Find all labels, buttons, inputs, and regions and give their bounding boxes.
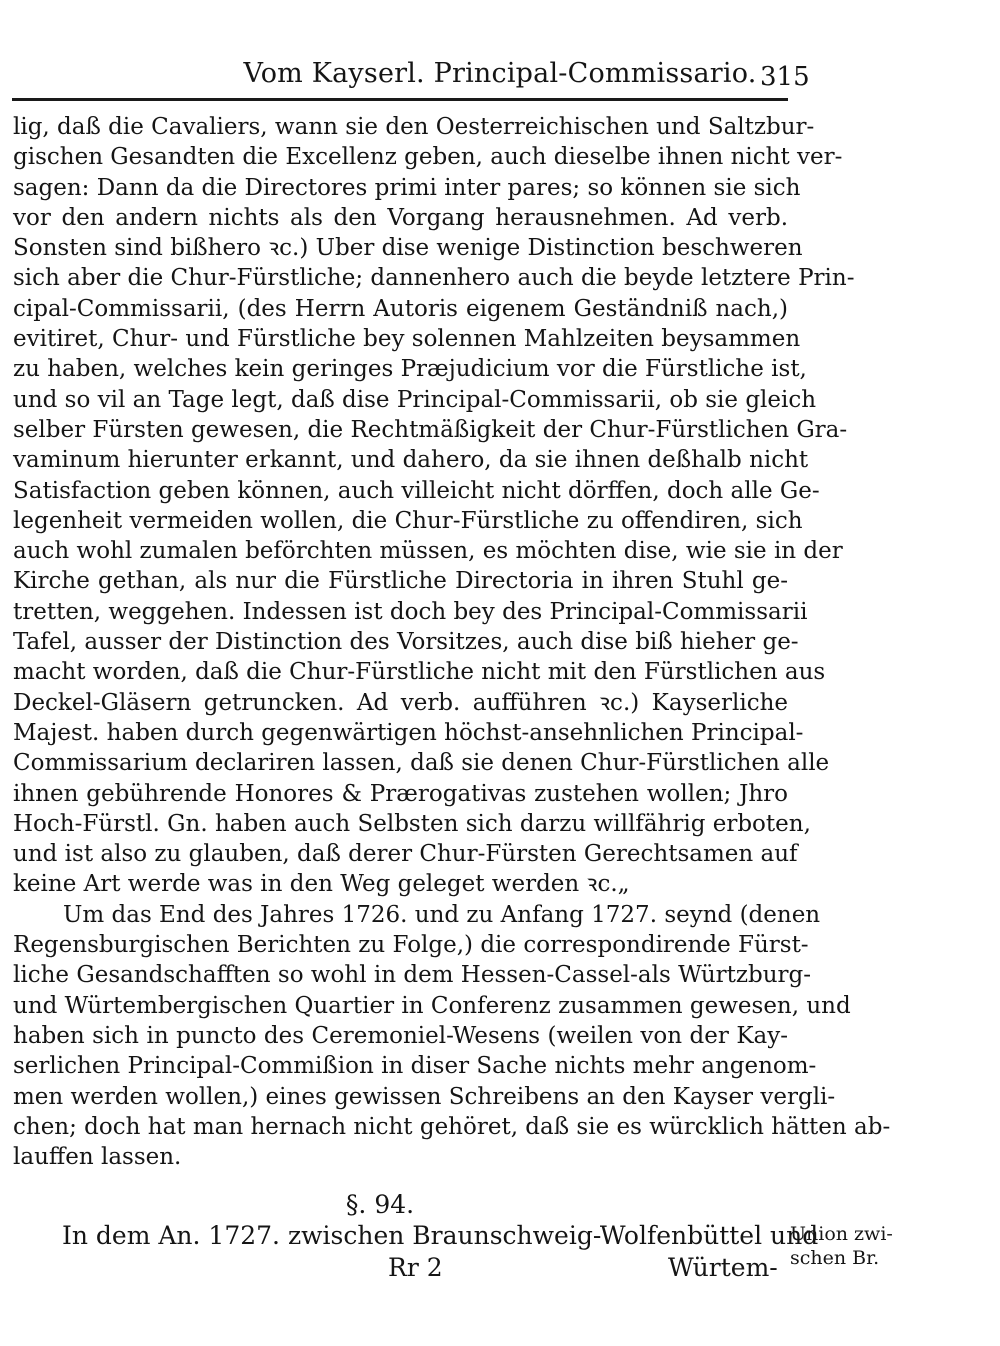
text-line: Majest. haben durch gegenwärtigen höchst-ansehnlichen Principal-: [13, 719, 804, 746]
signature-mark: Rr 2: [388, 1253, 443, 1282]
text-line: Sonsten sind bißhero ꝛc.) Uber dise wenige Distinction beschweren: [13, 235, 803, 262]
text-line: lauffen lassen.: [13, 1144, 182, 1171]
margin-note: [790, 1222, 900, 1270]
body-text: [13, 112, 891, 1172]
text-line: sagen: Dann da die Directores primi inter pares; so können sie sich: [13, 174, 801, 201]
text-line: zu haben, welches kein geringes Præjudicium vor die Fürstliche ist,: [13, 356, 807, 383]
text-line: vaminum hierunter erkannt, und dahero, da sie ihnen deßhalb nicht: [13, 447, 809, 474]
text-line: Deckel-Gläsern getruncken. Ad verb. aufführen ꝛc.) Kayserliche: [13, 689, 788, 716]
text-line: auch wohl zumalen beförchten müssen, es möchten dise, wie sie in der: [13, 538, 843, 565]
text-line: evitiret, Chur- und Fürstliche bey solennen Mahlzeiten beysammen: [13, 326, 801, 353]
margin-note-line: Union zwi-: [790, 1223, 893, 1245]
text-line: ihnen gebührende Honores & Prærogativas zustehen wollen; Jhro: [13, 780, 788, 807]
text-line: legenheit vermeiden wollen, die Chur-Fürstliche zu offendiren, sich: [13, 507, 803, 534]
section-number: §. 94.: [345, 1190, 415, 1219]
text-line: selber Fürsten gewesen, die Rechtmäßigkeit der Chur-Fürstlichen Gra-: [13, 416, 848, 443]
text-line: Kirche gethan, als nur die Fürstliche Directoria in ihren Stuhl ge-: [13, 568, 788, 595]
text-line: chen; doch hat man hernach nicht gehöret, daß sie es würcklich hätten ab-: [13, 1113, 891, 1140]
paragraph-start: Um das End des Jahres 1726. und zu Anfang 1727. seynd (denen: [63, 901, 821, 928]
catchword: Würtem-: [668, 1253, 778, 1282]
text-line: Tafel, ausser der Distinction des Vorsitzes, auch dise biß hieher ge-: [13, 629, 799, 656]
text-line: und ist also zu glauben, daß derer Chur-Fürsten Gerechtsamen auf: [13, 841, 798, 868]
margin-note-line: schen Br.: [790, 1247, 880, 1269]
running-head: [0, 52, 1000, 96]
text-line: keine Art werde was in den Weg geleget werden ꝛc.„: [13, 871, 630, 898]
text-line: lig, daß die Cavaliers, wann sie den Oesterreichischen und Saltzbur-: [13, 114, 815, 140]
section-opening-line: In dem An. 1727. zwischen Braunschweig-Wolfenbüttel und: [62, 1221, 819, 1250]
text-line: Hoch-Fürstl. Gn. haben auch Selbsten sich darzu willfährig erboten,: [13, 810, 811, 837]
text-line: cipal-Commissarii, (des Herrn Autoris eigenem Geständniß nach,): [13, 295, 788, 322]
text-line: und so vil an Tage legt, daß dise Principal-Commissarii, ob sie gleich: [13, 386, 817, 413]
text-line: und Würtembergischen Quartier in Conferenz zusammen gewesen, und: [13, 992, 851, 1019]
text-line: macht worden, daß die Chur-Fürstliche nicht mit den Fürstlichen aus: [13, 659, 826, 686]
text-line: Regensburgischen Berichten zu Folge,) die correspondirende Fürst-: [13, 932, 809, 959]
text-line: gischen Gesandten die Excellenz geben, auch dieselbe ihnen nicht ver-: [13, 144, 843, 171]
page-number: 315: [760, 62, 810, 92]
text-line: haben sich in puncto des Ceremoniel-Wesens (weilen von der Kay-: [13, 1022, 788, 1049]
text-line: vor den andern nichts als den Vorgang herausnehmen. Ad verb.: [13, 204, 788, 231]
text-line: tretten, weggehen. Indessen ist doch bey des Principal-Commissarii: [13, 598, 808, 625]
text-line: men werden wollen,) eines gewissen Schreibens an den Kayser vergli-: [13, 1083, 836, 1110]
text-line: liche Gesandschafften so wohl in dem Hessen-Cassel-als Würtzburg-: [13, 962, 812, 989]
page-title: Vom Kayserl. Principal-Commissario.: [243, 58, 757, 89]
text-line: serlichen Principal-Commißion in diser Sache nichts mehr angenom-: [13, 1053, 817, 1080]
text-line: sich aber die Chur-Fürstliche; dannenhero auch die beyde letztere Prin-: [13, 265, 855, 292]
text-line: Satisfaction geben können, auch villeicht nicht dörffen, doch alle Ge-: [13, 477, 820, 504]
text-line: Commissarium declariren lassen, daß sie denen Chur-Fürstlichen alle: [13, 750, 830, 777]
header-rule: [12, 98, 788, 101]
